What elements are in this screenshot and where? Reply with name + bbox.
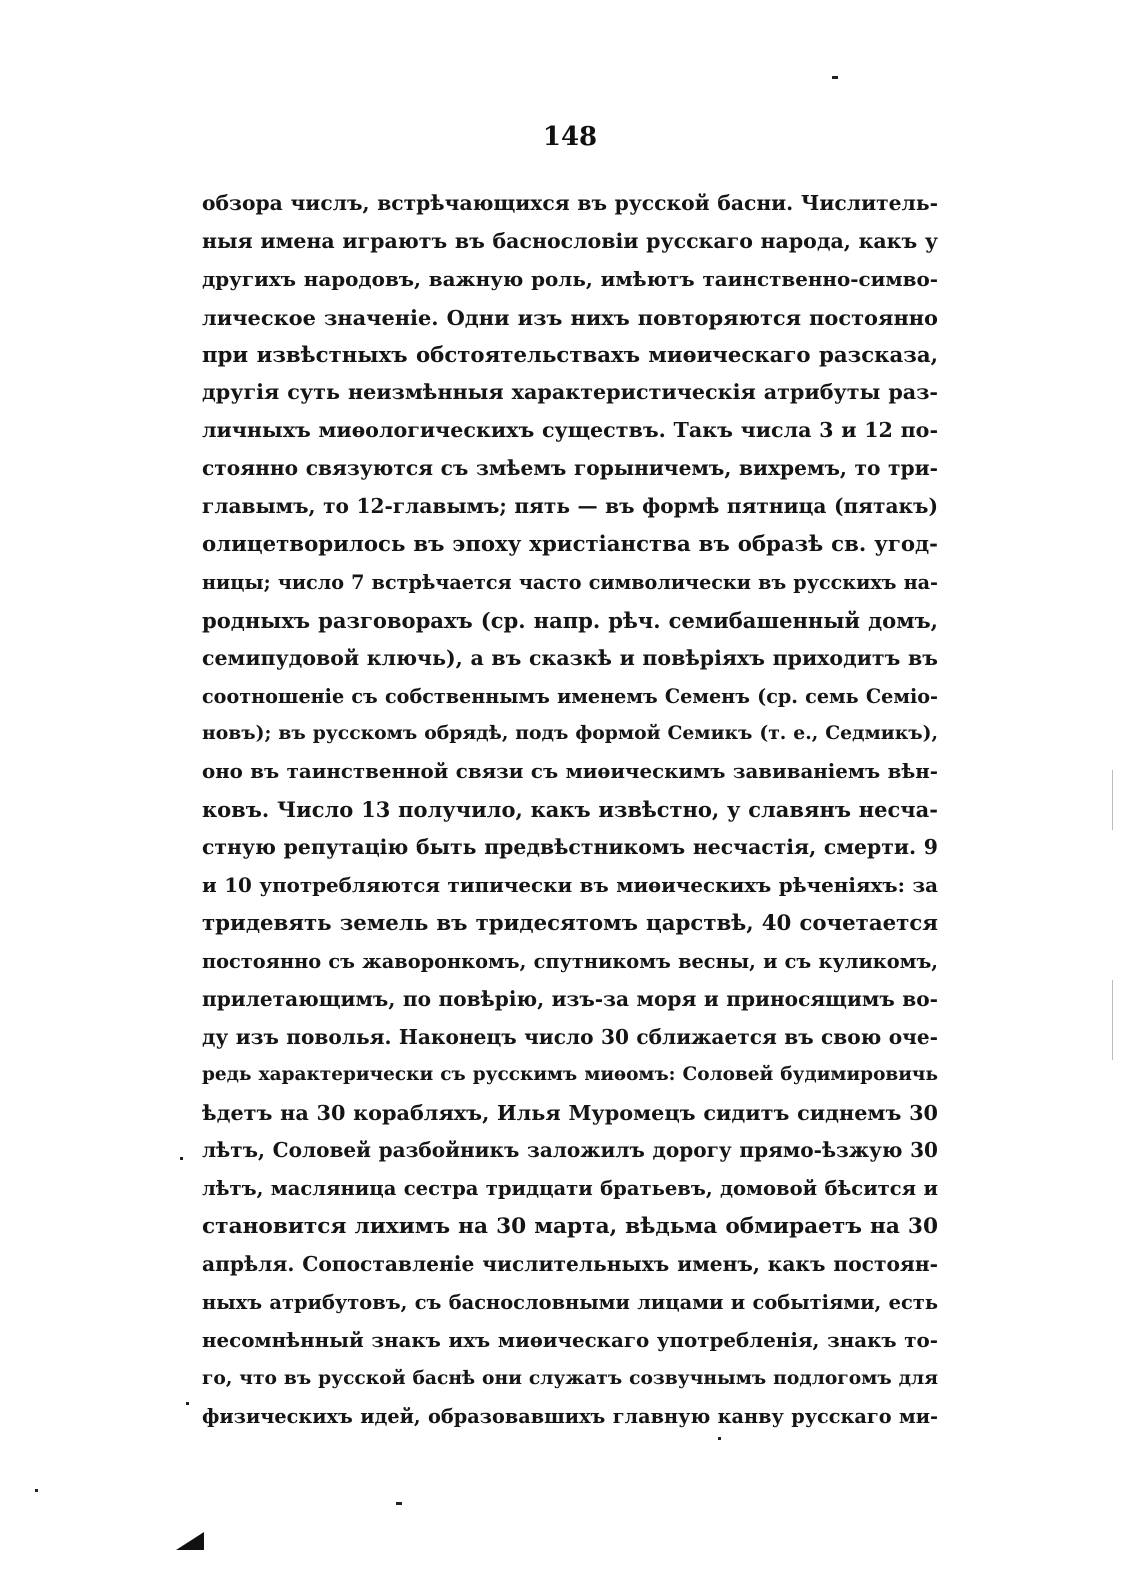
scan-margin-line [1112,980,1113,1060]
text-line: ныя имена играютъ въ баснословіи русскаго народа, какъ у [202,228,938,253]
scan-speck [180,1157,183,1160]
text-line: главымъ, то 12-главымъ; пять — въ формѣ пятница (пятакъ) [202,494,938,519]
text-line: тридевять земель въ тридесятомъ царствѣ, 40 сочетается [202,910,938,936]
text-line: го, что въ русской баснѣ они служатъ созвучнымъ подлогомъ для [202,1366,938,1389]
text-line: стоянно связуются съ змѣемъ горыничемъ, вихремъ, то три- [202,456,938,481]
text-line: лѣтъ, Соловей разбойникъ заложилъ дорогу прямо-ѣзжую 30 [202,1138,938,1163]
text-line: физическихъ идей, образовавшихъ главную канву русскаго ми- [202,1404,938,1428]
text-line: другія суть неизмѣнныя характеристическія атрибуты раз- [202,380,938,405]
text-body [202,185,938,1435]
text-line: стную репутацію быть предвѣстникомъ несчастія, смерти. 9 [202,835,938,860]
text-line: ду изъ поволья. Наконецъ число 30 сближается въ свою оче- [202,1024,938,1049]
text-line: и 10 употребляются типически въ миѳическихъ рѣченіяхъ: за [202,873,938,898]
text-line: родныхъ разговорахъ (ср. напр. рѣч. семибашенный домъ, [202,607,938,633]
text-line: семипудовой ключь), а въ сказкѣ и повѣріяхъ приходитъ въ [202,645,938,670]
text-line: другихъ народовъ, важную роль, имѣютъ таинственно-симво- [202,266,938,291]
scan-speck [35,1489,38,1492]
text-line: становится лихимъ на 30 марта, вѣдьма обмираетъ на 30 [202,1214,938,1240]
text-line: постоянно съ жаворонкомъ, спутникомъ весны, и съ куликомъ, [202,949,938,973]
page-number: 148 [542,122,598,152]
text-line: оно въ таинственной связи съ миѳическимъ завиваніемъ вѣн- [202,759,938,784]
scan-speck [718,1437,721,1440]
scan-speck [396,1502,402,1505]
text-line: лическое значеніе. Одни изъ нихъ повторяются постоянно [202,304,938,330]
scan-margin-line [1112,770,1113,830]
text-line: несомнѣнный знакъ ихъ миѳическаго употребленія, знакъ то- [202,1327,938,1352]
text-line: ныхъ атрибутовъ, съ баснословными лицами и событіями, есть [202,1290,938,1314]
text-line: ницы; число 7 встрѣчается часто символически въ русскихъ на- [202,570,938,594]
text-line: обзора числъ, встрѣчающихся въ русской басни. Числитель- [202,191,938,215]
text-line: прилетающимъ, по повѣрію, изъ-за моря и приносящимъ во- [202,986,938,1011]
scan-speck [186,1402,189,1405]
text-line: личныхъ миѳологическихъ существъ. Такъ числа 3 и 12 по- [202,418,938,443]
text-line: ѣдетъ на 30 корабляхъ, Илья Муромецъ сидитъ сиднемъ 30 [202,1100,938,1126]
text-line: соотношеніе съ собственнымъ именемъ Семенъ (ср. семь Семіо- [202,684,938,708]
text-line: олицетворилось въ эпоху христіанства въ образѣ св. угод- [202,532,938,558]
corner-triangle-mark [176,1532,204,1550]
text-line: лѣтъ, масляница сестра тридцати братьевъ, домовой бѣсится и [202,1177,938,1201]
text-line: апрѣля. Сопоставленіе числительныхъ именъ, какъ постоян- [202,1251,938,1276]
scan-speck [832,76,838,79]
text-line: новъ); въ русскомъ обрядѣ, подъ формой Семикъ (т. е., Седмикъ), [202,722,938,745]
text-line: ковъ. Число 13 получило, какъ извѣстно, у славянъ несча- [202,797,938,823]
text-line: редь характерически съ русскимъ миѳомъ: Соловей будимировичь [202,1064,938,1086]
text-line: при извѣстныхъ обстоятельствахъ миѳическаго разсказа, [202,342,938,368]
